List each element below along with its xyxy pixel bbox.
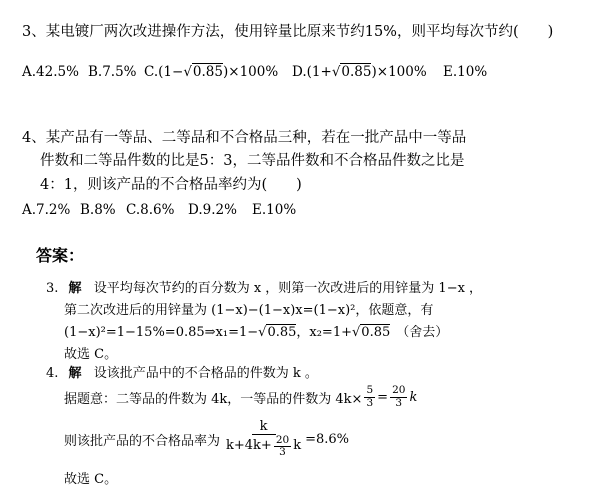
- solution-4-line-2: 据题意：二等品的件数为 4k，一等品的件数为 4k× $\frac{5}{3}$ = $\frac{20}{3}$ k: [64, 384, 418, 409]
- solution-4-conclusion: 故选 C。: [64, 472, 118, 487]
- q3-option-a: A.42.5%: [22, 64, 79, 80]
- q4-option-c: C.8.6%: [126, 202, 175, 218]
- q3-option-b: B.7.5%: [88, 64, 137, 80]
- q4-option-e: E.10%: [252, 202, 297, 218]
- solution-4-number: 4.: [46, 366, 59, 381]
- q3-option-e: E.10%: [443, 64, 488, 80]
- fraction-20-3: $\frac{20}{3}$: [392, 384, 406, 409]
- question-4-options: [0, 202, 605, 222]
- solution-3-line-3: (1−x)²=1−15%=0.85⇒x₁=1−√0.85，x₂=1+√0.85 （舍去）: [64, 325, 449, 340]
- solution-3-label: 解: [68, 281, 82, 296]
- solution-3-number: 3.: [46, 281, 59, 296]
- solution-3-line-1: 3. 解 设平均每次节约的百分数为 x ，则第一次改进后的用锌量为 1−x ，: [46, 281, 483, 296]
- question-3-options: [0, 64, 605, 84]
- q4-option-d: D.9.2%: [188, 202, 237, 218]
- defect-rate-fraction: k k+4k+ $\frac{20}{3}$ k: [226, 419, 302, 458]
- question-4-line-3: 4：1，则该产品的不合格品率约为( ): [40, 177, 302, 193]
- solution-3-line-2: 第二次改进后的用锌量为 (1−x)−(1−x)x=(1−x)²，依题意，有: [64, 303, 434, 318]
- q4-option-a: A.7.2%: [22, 202, 71, 218]
- q3-option-d: D.(1+√0.85)×100%: [292, 64, 427, 80]
- question-4-line-2: 件数和二等品件数的比是5：3，二等品件数和不合格品件数之比是: [40, 153, 465, 169]
- solution-4-label: 解: [68, 366, 82, 381]
- solution-4-line-3: 则该批产品的不合格品率为 k k+4k+ $\frac{20}{3}$ k =8.6%: [64, 419, 350, 458]
- solution-4-line-1: 4. 解 设该批产品中的不合格品的件数为 k 。: [46, 366, 318, 381]
- q3-option-c: C.(1−√0.85)×100%: [144, 64, 279, 80]
- fraction-5-3: $\frac{5}{3}$: [366, 384, 374, 409]
- question-4-line-1: 4、某产品有一等品、二等品和不合格品三种，若在一批产品中一等品: [22, 130, 467, 146]
- solution-3-conclusion: 故选 C。: [64, 347, 118, 362]
- answer-heading: 答案：: [36, 246, 85, 265]
- q4-option-b: B.8%: [80, 202, 116, 218]
- question-3-stem: 3、某电镀厂两次改进操作方法，使用锌量比原来节约15%，则平均每次节约( ): [22, 24, 554, 40]
